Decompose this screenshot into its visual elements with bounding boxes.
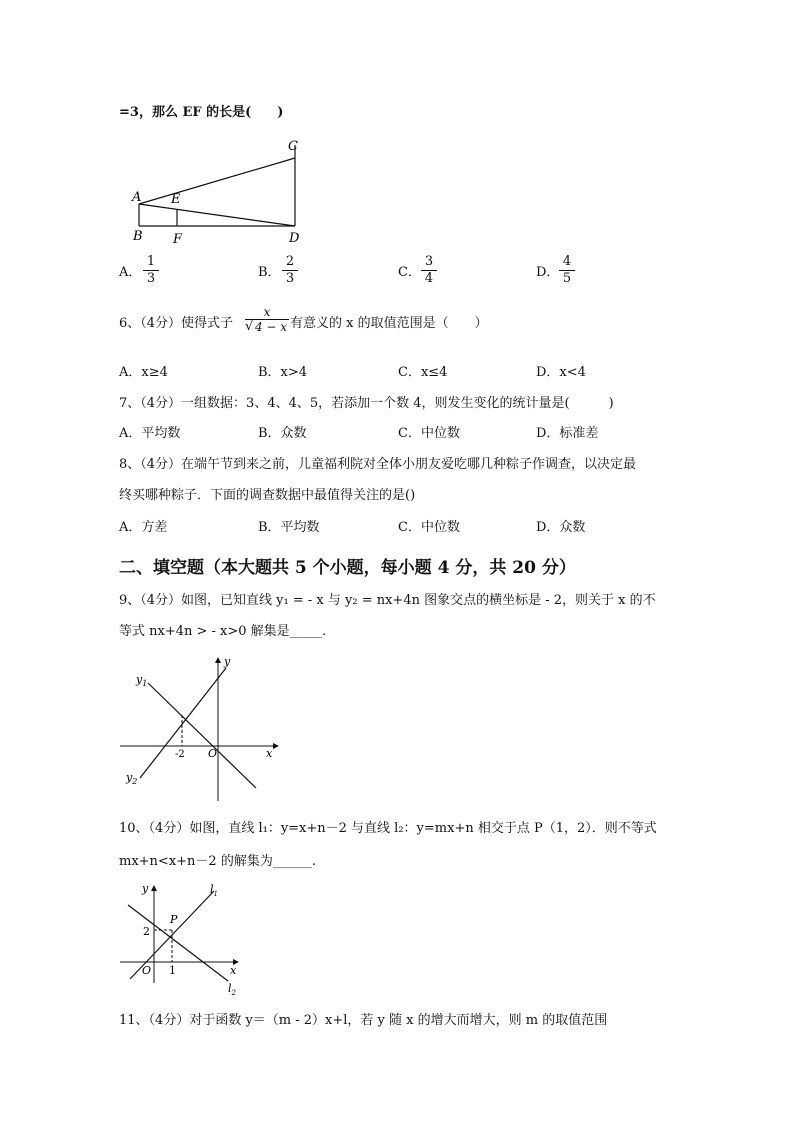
- q9-label-y2: $y_2$: [126, 771, 138, 786]
- q10-label-yaxis: y: [142, 882, 149, 895]
- q6-option-c: C．x≤4: [398, 365, 448, 380]
- q10-label-p: P: [170, 913, 178, 926]
- q6-option-b: B．x>4: [258, 365, 308, 380]
- q10-label-two: 2: [143, 925, 150, 938]
- q7-option-d: D．标准差: [536, 426, 599, 441]
- sqrt-icon: √: [245, 319, 254, 334]
- q8-stem-line2: 终买哪种粽子．下面的调查数据中最值得关注的是(): [119, 488, 416, 503]
- q6-expression: [245, 305, 289, 334]
- q5-option-c-fraction: [421, 254, 437, 287]
- q5-option-b-den: 3: [285, 271, 295, 286]
- q5-option-d-num: 4: [559, 254, 575, 271]
- q9-label-yaxis: y: [224, 655, 231, 668]
- q9-label-y1: $y_1$: [136, 673, 148, 688]
- q8-stem-line1: 8、（4分）在端午节到来之前，儿童福利院对全体小朋友爱吃哪几种粽子作调查，以决定最: [119, 457, 637, 472]
- q9-label-xaxis: x: [266, 747, 273, 760]
- q10-label-xaxis: x: [230, 964, 237, 977]
- q6-frac-den-wrap: [245, 320, 289, 334]
- q5-option-c-letter: C．: [398, 265, 421, 280]
- q10-stem-line1: 10、（4分）如图，直线 l₁：y=x+n－2 与直线 l₂：y=mx+n 相交于点 P（1，2）．则不等式: [119, 821, 657, 836]
- q5-stem-tail: =3，那么 EF 的长是( ): [119, 105, 284, 120]
- q5-option-a-fraction: [143, 254, 159, 287]
- q11-stem: 11、（4分）对于函数 y＝（m - 2）x+l，若 y 随 x 的增大而增大，则 m 的取值范围: [119, 1013, 608, 1028]
- q8-option-a: A．方差: [119, 520, 168, 535]
- q5-option-d-den: 5: [562, 271, 572, 286]
- q8-option-d: D．众数: [536, 520, 586, 535]
- q8-option-c: C．中位数: [398, 520, 460, 535]
- q10-label-l1: $l_1$: [210, 883, 218, 898]
- q6-option-d: D．x<4: [536, 365, 586, 380]
- q10-label-origin: O: [142, 964, 152, 977]
- q9-stem-line1: 9、（4分）如图，已知直线 y₁ = - x 与 y₂ = nx+4n 图象交点的横坐标是 - 2，则关于 x 的不: [119, 593, 656, 608]
- q5-figure: [125, 135, 315, 250]
- section-title-fill-in: 二、填空题（本大题共 5 个小题，每小题 4 分，共 20 分）: [119, 558, 576, 578]
- q5-option-b-fraction: [282, 254, 298, 287]
- q7-option-c: C．中位数: [398, 426, 460, 441]
- q6-frac-den: 4 − x: [254, 320, 288, 334]
- q5-option-d-letter: D．: [536, 265, 560, 280]
- q6-stem-a: 6、（4分）使得式子: [119, 316, 234, 331]
- q5-option-a-num: 1: [143, 254, 159, 271]
- q6-stem-b: 有意义的 x 的取值范围是（ ）: [290, 316, 488, 331]
- q5-label-f: F: [173, 232, 183, 247]
- q9-label-tick: -2: [175, 749, 185, 760]
- q5-option-a-letter: A．: [119, 265, 142, 280]
- q5-option-b-num: 2: [282, 254, 298, 271]
- q6-option-a: A．x≥4: [119, 365, 168, 380]
- q7-option-b: B．众数: [258, 426, 307, 441]
- q5-option-c-den: 4: [424, 271, 434, 286]
- q5-label-d: D: [289, 231, 300, 246]
- q10-stem-line2: mx+n<x+n－2 的解集为______.: [119, 854, 316, 869]
- q5-option-c-num: 3: [421, 254, 437, 271]
- q9-figure: [118, 653, 283, 803]
- q5-option-d-fraction: [559, 254, 575, 287]
- q10-label-one: 1: [169, 964, 176, 977]
- q8-option-b: B．平均数: [258, 520, 320, 535]
- q7-option-a: A．平均数: [119, 426, 181, 441]
- q5-label-e: E: [171, 192, 181, 207]
- q9-stem-line2: 等式 nx+4n > - x>0 解集是_____.: [119, 624, 327, 639]
- q9-label-origin: O: [208, 747, 218, 760]
- q5-label-c: C: [288, 139, 298, 154]
- q5-option-a-den: 3: [146, 271, 156, 286]
- q5-label-a: A: [132, 190, 142, 205]
- q7-stem: 7、（4分）一组数据：3、4、4、5，若添加一个数 4，则发生变化的统计量是( ): [119, 396, 614, 411]
- q6-frac-num: x: [245, 305, 289, 320]
- q10-figure: [116, 877, 246, 997]
- q5-label-b: B: [133, 229, 143, 244]
- q5-option-b-letter: B．: [258, 265, 281, 280]
- q10-label-l2: $l_2$: [228, 982, 236, 997]
